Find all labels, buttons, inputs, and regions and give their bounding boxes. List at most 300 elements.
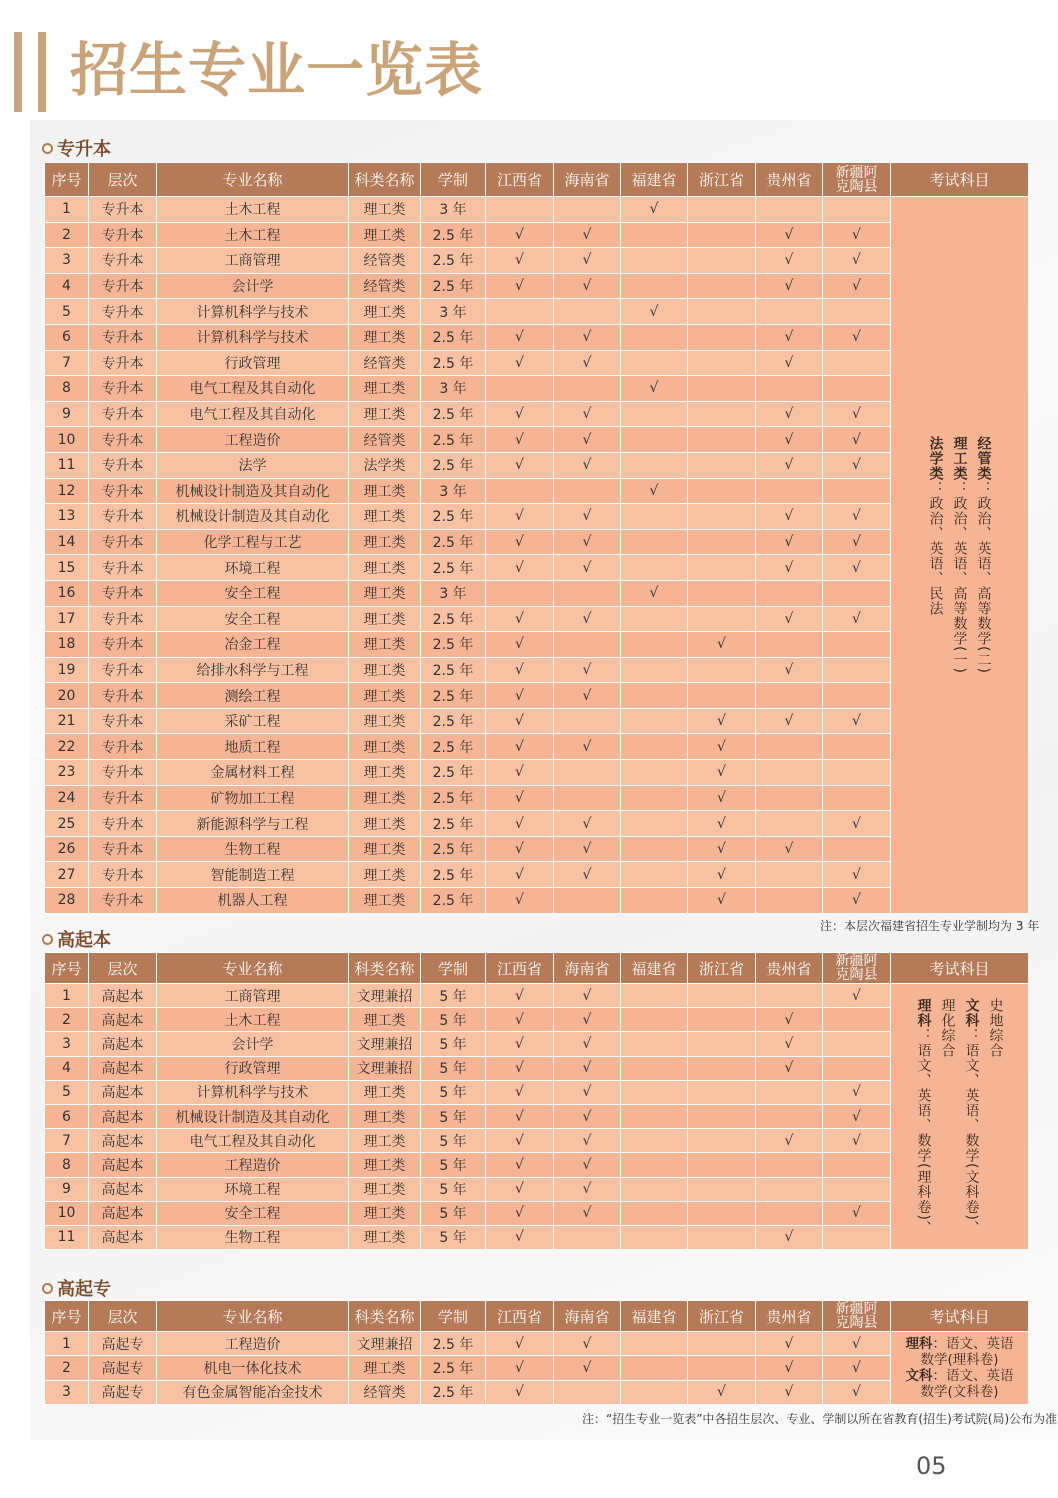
exam-line-like-extra: 理化综合 xyxy=(939,997,956,1058)
check-icon: √ xyxy=(852,431,861,448)
cell-category: 理工类 xyxy=(349,529,421,555)
cell-major: 工程造价 xyxy=(157,1153,349,1177)
table-row xyxy=(45,478,1029,504)
cell-jiangxi xyxy=(486,478,554,504)
check-icon: √ xyxy=(784,1011,794,1028)
check-icon: √ xyxy=(852,1335,861,1352)
cell-major: 环境工程 xyxy=(157,555,349,581)
col-header-level: 层次 xyxy=(89,163,157,197)
cell-no: 16 xyxy=(45,580,89,606)
cell-zhejiang xyxy=(688,580,756,606)
cell-jiangxi xyxy=(486,1225,554,1249)
col-header-no: 序号 xyxy=(45,1301,89,1332)
cell-duration: 2.5 年 xyxy=(421,606,486,632)
cell-hainan xyxy=(554,478,621,504)
table-row xyxy=(45,606,1029,632)
cell-category: 理工类 xyxy=(349,401,421,427)
cell-no: 3 xyxy=(45,1380,89,1404)
cell-fujian xyxy=(621,273,688,299)
cell-no: 20 xyxy=(45,683,89,709)
xinjiang-line1: 新疆阿 xyxy=(835,164,878,181)
cell-exam xyxy=(891,1332,1029,1405)
check-icon: √ xyxy=(582,1035,592,1052)
cell-duration: 2.5 年 xyxy=(421,1332,486,1356)
check-icon: √ xyxy=(515,1384,524,1401)
cell-no: 9 xyxy=(45,401,89,427)
check-icon: √ xyxy=(784,1359,794,1376)
cell-duration: 2.5 年 xyxy=(421,632,486,658)
exam-subjects-zsb xyxy=(891,436,1028,674)
cell-major: 计算机科学与技术 xyxy=(157,299,349,325)
cell-fujian xyxy=(621,862,688,888)
cell-jiangxi xyxy=(486,324,554,350)
table-row xyxy=(45,1380,1029,1404)
cell-level: 高起专 xyxy=(89,1380,157,1404)
cell-zhejiang xyxy=(688,760,756,786)
cell-guizhou xyxy=(756,734,823,760)
exam-cat-label: 文科 xyxy=(963,997,980,1028)
cell-no: 14 xyxy=(45,529,89,555)
cell-xinjiang xyxy=(823,197,891,223)
cell-category: 经管类 xyxy=(349,248,421,274)
col-header-zhejiang: 浙江省 xyxy=(688,163,756,197)
xinjiang-line1: 新疆阿 xyxy=(835,1301,878,1317)
cell-fujian xyxy=(621,785,688,811)
cell-zhejiang xyxy=(688,504,756,530)
cell-duration: 3 年 xyxy=(421,580,486,606)
cell-fujian xyxy=(621,529,688,555)
cell-jiangxi xyxy=(486,1032,554,1056)
cell-guizhou xyxy=(756,504,823,530)
check-icon: √ xyxy=(582,1060,592,1077)
check-icon: √ xyxy=(582,252,592,269)
cell-jiangxi xyxy=(486,350,554,376)
bullet-icon xyxy=(42,934,53,945)
col-header-category: 科类名称 xyxy=(349,1301,421,1332)
cell-jiangxi xyxy=(486,222,554,248)
check-icon: √ xyxy=(717,815,726,832)
col-header-duration: 学制 xyxy=(421,163,486,197)
cell-jiangxi xyxy=(486,1153,554,1177)
table-row xyxy=(45,273,1029,299)
cell-no: 13 xyxy=(45,504,89,530)
check-icon: √ xyxy=(649,380,659,397)
cell-jiangxi xyxy=(486,273,554,299)
cell-zhejiang xyxy=(688,811,756,837)
cell-fujian xyxy=(621,606,688,632)
cell-no: 2 xyxy=(45,1008,89,1032)
cell-level: 高起本 xyxy=(89,1008,157,1032)
cell-guizhou xyxy=(756,580,823,606)
cell-zhejiang xyxy=(688,197,756,223)
title-accent-bar-right xyxy=(38,32,46,112)
cell-fujian xyxy=(621,708,688,734)
check-icon: √ xyxy=(852,329,861,346)
cell-level: 专升本 xyxy=(89,760,157,786)
cell-jiangxi xyxy=(486,1104,554,1128)
check-icon: √ xyxy=(784,252,794,269)
check-icon: √ xyxy=(784,1335,794,1352)
cell-major: 安全工程 xyxy=(157,606,349,632)
cell-guizhou xyxy=(756,888,823,914)
check-icon: √ xyxy=(852,892,861,909)
cell-zhejiang xyxy=(688,1225,756,1249)
cell-guizhou xyxy=(756,1201,823,1225)
cell-zhejiang xyxy=(688,427,756,453)
check-icon: √ xyxy=(784,278,794,295)
cell-hainan xyxy=(554,248,621,274)
cell-major: 智能制造工程 xyxy=(157,862,349,888)
cell-no: 19 xyxy=(45,657,89,683)
check-icon: √ xyxy=(582,661,592,678)
cell-jiangxi xyxy=(486,1201,554,1225)
cell-guizhou xyxy=(756,299,823,325)
cell-major: 地质工程 xyxy=(157,734,349,760)
cell-xinjiang xyxy=(823,1332,891,1356)
cell-no: 1 xyxy=(45,984,89,1008)
cell-no: 11 xyxy=(45,1225,89,1249)
cell-category: 理工类 xyxy=(349,862,421,888)
cell-hainan xyxy=(554,1332,621,1356)
cell-level: 专升本 xyxy=(89,504,157,530)
cell-no: 10 xyxy=(45,1201,89,1225)
cell-no: 6 xyxy=(45,324,89,350)
check-icon: √ xyxy=(852,1084,861,1101)
check-icon: √ xyxy=(582,987,592,1004)
cell-fujian xyxy=(621,1380,688,1404)
cell-major: 电气工程及其自动化 xyxy=(157,401,349,427)
cell-category: 理工类 xyxy=(349,708,421,734)
exam-subjects-text: ：语文、英语数学(文科卷) xyxy=(920,1367,1014,1400)
cell-category: 文理兼招 xyxy=(349,1032,421,1056)
col-header-xinjiang xyxy=(823,163,891,197)
cell-xinjiang xyxy=(823,504,891,530)
cell-no: 26 xyxy=(45,836,89,862)
cell-jiangxi xyxy=(486,657,554,683)
check-icon: √ xyxy=(515,1132,524,1149)
table-row xyxy=(45,888,1029,914)
cell-hainan xyxy=(554,632,621,658)
cell-level: 专升本 xyxy=(89,785,157,811)
exam-cat-label: 文科 xyxy=(905,1367,933,1384)
cell-level: 专升本 xyxy=(89,555,157,581)
check-icon: √ xyxy=(515,406,524,423)
note-gqz: 注：“招生专业一览表”中各招生层次、专业、学制以所在省教育(招生)考试院(局)公布为准 xyxy=(582,1412,1058,1426)
check-icon: √ xyxy=(717,789,726,806)
table-row xyxy=(45,1356,1029,1380)
cell-zhejiang xyxy=(688,657,756,683)
cell-duration: 3 年 xyxy=(421,478,486,504)
check-icon: √ xyxy=(784,534,794,551)
cell-jiangxi xyxy=(486,1080,554,1104)
cell-exam xyxy=(891,984,1029,1250)
cell-guizhou xyxy=(756,1177,823,1201)
cell-major: 土木工程 xyxy=(157,222,349,248)
cell-hainan xyxy=(554,657,621,683)
cell-no: 8 xyxy=(45,1153,89,1177)
cell-zhejiang xyxy=(688,1356,756,1380)
cell-duration: 2.5 年 xyxy=(421,888,486,914)
cell-no: 10 xyxy=(45,427,89,453)
cell-fujian xyxy=(621,1008,688,1032)
table-row xyxy=(45,811,1029,837)
cell-duration: 2.5 年 xyxy=(421,683,486,709)
cell-category: 理工类 xyxy=(349,580,421,606)
cell-no: 4 xyxy=(45,1056,89,1080)
cell-duration: 2.5 年 xyxy=(421,504,486,530)
check-icon: √ xyxy=(515,354,524,371)
check-icon: √ xyxy=(717,1384,726,1401)
cell-duration: 2.5 年 xyxy=(421,734,486,760)
cell-fujian xyxy=(621,734,688,760)
check-icon: √ xyxy=(515,278,524,295)
cell-guizhou xyxy=(756,324,823,350)
cell-fujian xyxy=(621,1201,688,1225)
cell-level: 高起本 xyxy=(89,1056,157,1080)
cell-xinjiang xyxy=(823,760,891,786)
cell-category: 理工类 xyxy=(349,1129,421,1153)
cell-major: 工程造价 xyxy=(157,1332,349,1356)
check-icon: √ xyxy=(582,738,592,755)
check-icon: √ xyxy=(784,610,794,627)
cell-no: 5 xyxy=(45,1080,89,1104)
check-icon: √ xyxy=(784,1384,794,1401)
section-label: 高起专 xyxy=(57,1279,111,1300)
cell-hainan xyxy=(554,427,621,453)
cell-xinjiang xyxy=(823,1104,891,1128)
cell-duration: 5 年 xyxy=(421,1225,486,1249)
cell-xinjiang xyxy=(823,1225,891,1249)
cell-fujian xyxy=(621,324,688,350)
cell-jiangxi xyxy=(486,1380,554,1404)
cell-category: 理工类 xyxy=(349,504,421,530)
check-icon: √ xyxy=(852,534,861,551)
cell-duration: 2.5 年 xyxy=(421,760,486,786)
table-row xyxy=(45,555,1029,581)
col-header-guizhou: 贵州省 xyxy=(756,1301,823,1332)
table-row xyxy=(45,197,1029,223)
table-row xyxy=(45,862,1029,888)
cell-no: 2 xyxy=(45,222,89,248)
cell-fujian xyxy=(621,1032,688,1056)
cell-level: 高起本 xyxy=(89,1153,157,1177)
check-icon: √ xyxy=(784,713,794,730)
col-header-hainan: 海南省 xyxy=(554,1301,621,1332)
cell-jiangxi xyxy=(486,760,554,786)
cell-fujian xyxy=(621,683,688,709)
cell-guizhou xyxy=(756,606,823,632)
cell-no: 3 xyxy=(45,1032,89,1056)
cell-major: 机器人工程 xyxy=(157,888,349,914)
cell-duration: 5 年 xyxy=(421,1056,486,1080)
cell-zhejiang xyxy=(688,836,756,862)
col-header-jiangxi: 江西省 xyxy=(486,163,554,197)
cell-level: 专升本 xyxy=(89,862,157,888)
col-header-category: 科类名称 xyxy=(349,953,421,984)
check-icon: √ xyxy=(582,1335,592,1352)
bullet-icon xyxy=(42,143,53,154)
check-icon: √ xyxy=(582,278,592,295)
table-row xyxy=(45,632,1029,658)
exam-cat-label: 理科 xyxy=(915,997,932,1028)
check-icon: √ xyxy=(515,841,524,858)
cell-category: 理工类 xyxy=(349,785,421,811)
check-icon: √ xyxy=(649,303,659,320)
cell-fujian xyxy=(621,504,688,530)
col-header-level: 层次 xyxy=(89,953,157,984)
check-icon: √ xyxy=(582,815,592,832)
cell-category: 理工类 xyxy=(349,683,421,709)
cell-no: 7 xyxy=(45,350,89,376)
table-row xyxy=(45,324,1029,350)
cell-xinjiang xyxy=(823,984,891,1008)
col-header-exam: 考试科目 xyxy=(891,953,1029,984)
cell-fujian xyxy=(621,1332,688,1356)
cell-duration: 5 年 xyxy=(421,1104,486,1128)
cell-level: 专升本 xyxy=(89,632,157,658)
cell-zhejiang xyxy=(688,1008,756,1032)
cell-xinjiang xyxy=(823,632,891,658)
cell-major: 测绘工程 xyxy=(157,683,349,709)
cell-duration: 5 年 xyxy=(421,984,486,1008)
cell-hainan xyxy=(554,1356,621,1380)
cell-hainan xyxy=(554,1056,621,1080)
check-icon: √ xyxy=(515,457,524,474)
col-header-exam: 考试科目 xyxy=(891,163,1029,197)
cell-duration: 3 年 xyxy=(421,299,486,325)
cell-no: 9 xyxy=(45,1177,89,1201)
col-header-no: 序号 xyxy=(45,163,89,197)
cell-duration: 2.5 年 xyxy=(421,708,486,734)
cell-no: 2 xyxy=(45,1356,89,1380)
cell-duration: 3 年 xyxy=(421,197,486,223)
col-header-level: 层次 xyxy=(89,1301,157,1332)
cell-hainan xyxy=(554,734,621,760)
cell-level: 专升本 xyxy=(89,734,157,760)
cell-hainan xyxy=(554,222,621,248)
check-icon: √ xyxy=(582,1205,592,1222)
cell-zhejiang xyxy=(688,222,756,248)
cell-jiangxi xyxy=(486,452,554,478)
cell-hainan xyxy=(554,555,621,581)
check-icon: √ xyxy=(852,815,861,832)
cell-no: 8 xyxy=(45,376,89,402)
cell-duration: 2.5 年 xyxy=(421,836,486,862)
table-row xyxy=(45,376,1029,402)
cell-level: 高起本 xyxy=(89,1201,157,1225)
cell-hainan xyxy=(554,708,621,734)
cell-guizhou xyxy=(756,248,823,274)
cell-hainan xyxy=(554,273,621,299)
check-icon: √ xyxy=(784,406,794,423)
cell-guizhou xyxy=(756,632,823,658)
cell-hainan xyxy=(554,1225,621,1249)
cell-fujian xyxy=(621,836,688,862)
cell-category: 法学类 xyxy=(349,452,421,478)
cell-zhejiang xyxy=(688,401,756,427)
cell-category: 经管类 xyxy=(349,427,421,453)
col-header-guizhou: 贵州省 xyxy=(756,953,823,984)
cell-level: 高起本 xyxy=(89,1177,157,1201)
check-icon: √ xyxy=(515,1205,524,1222)
check-icon: √ xyxy=(784,457,794,474)
cell-zhejiang xyxy=(688,1056,756,1080)
check-icon: √ xyxy=(852,713,861,730)
table-row xyxy=(45,427,1029,453)
check-icon: √ xyxy=(852,406,861,423)
cell-zhejiang xyxy=(688,1032,756,1056)
cell-no: 1 xyxy=(45,1332,89,1356)
cell-fujian xyxy=(621,580,688,606)
cell-fujian xyxy=(621,350,688,376)
cell-level: 专升本 xyxy=(89,683,157,709)
check-icon: √ xyxy=(784,1060,794,1077)
cell-xinjiang xyxy=(823,273,891,299)
cell-xinjiang xyxy=(823,1356,891,1380)
cell-level: 专升本 xyxy=(89,657,157,683)
cell-guizhou xyxy=(756,376,823,402)
cell-zhejiang xyxy=(688,529,756,555)
check-icon: √ xyxy=(582,841,592,858)
cell-xinjiang xyxy=(823,1056,891,1080)
cell-category: 文理兼招 xyxy=(349,984,421,1008)
cell-category: 理工类 xyxy=(349,734,421,760)
cell-level: 专升本 xyxy=(89,299,157,325)
cell-duration: 2.5 年 xyxy=(421,811,486,837)
cell-jiangxi xyxy=(486,785,554,811)
exam-cat-label: 法学类 xyxy=(927,435,944,481)
table-row xyxy=(45,1153,1029,1177)
cell-guizhou xyxy=(756,222,823,248)
col-header-duration: 学制 xyxy=(421,1301,486,1332)
cell-hainan xyxy=(554,1177,621,1201)
cell-zhejiang xyxy=(688,1104,756,1128)
cell-category: 理工类 xyxy=(349,836,421,862)
cell-xinjiang xyxy=(823,888,891,914)
table-gqb xyxy=(44,952,1029,1250)
table-row xyxy=(45,1008,1029,1032)
cell-xinjiang xyxy=(823,1153,891,1177)
table-row xyxy=(45,1201,1029,1225)
col-header-xinjiang xyxy=(823,1301,891,1332)
cell-exam xyxy=(891,197,1029,914)
cell-major: 安全工程 xyxy=(157,1201,349,1225)
exam-line-like xyxy=(901,1336,1018,1368)
check-icon: √ xyxy=(784,329,794,346)
cell-xinjiang xyxy=(823,785,891,811)
cell-level: 专升本 xyxy=(89,811,157,837)
cell-level: 专升本 xyxy=(89,324,157,350)
cell-fujian xyxy=(621,1056,688,1080)
section-label: 高起本 xyxy=(57,930,111,951)
exam-cat-label: 经管类 xyxy=(975,435,992,481)
cell-xinjiang xyxy=(823,1201,891,1225)
cell-category: 理工类 xyxy=(349,606,421,632)
col-header-fujian: 福建省 xyxy=(621,1301,688,1332)
table-row xyxy=(45,1225,1029,1249)
table-row xyxy=(45,836,1029,862)
cell-category: 理工类 xyxy=(349,197,421,223)
cell-fujian xyxy=(621,299,688,325)
cell-duration: 5 年 xyxy=(421,1201,486,1225)
table-row xyxy=(45,785,1029,811)
cell-fujian xyxy=(621,760,688,786)
cell-level: 专升本 xyxy=(89,888,157,914)
check-icon: √ xyxy=(784,841,794,858)
check-icon: √ xyxy=(515,1335,524,1352)
cell-fujian xyxy=(621,657,688,683)
cell-zhejiang xyxy=(688,376,756,402)
